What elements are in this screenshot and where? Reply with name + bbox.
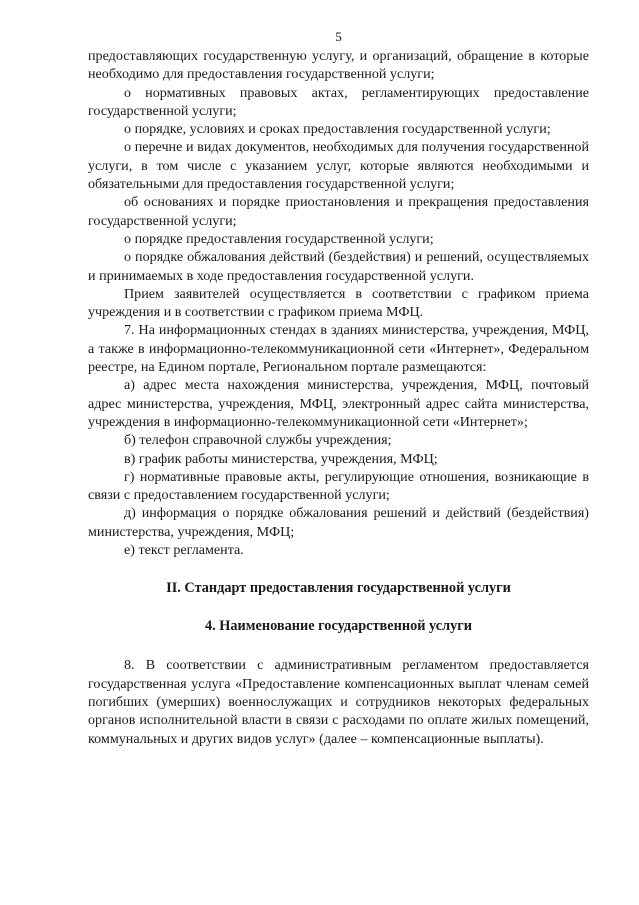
- paragraph: предоставляющих государственную услугу, и организаций, обращение в которые необходимо для предоставления государственной услуги;: [88, 48, 589, 83]
- body-bottom: [88, 656, 589, 747]
- page-number: 5: [335, 29, 342, 44]
- paragraph: о порядке предоставления государственной услуги;: [124, 230, 434, 247]
- paragraph: о порядке обжалования действий (бездействия) и решений, осуществляемых и принимаемых в ходе предоставления государственной услуги.: [88, 249, 589, 284]
- paragraph: г) нормативные правовые акты, регулирующие отношения, возникающие в связи с предоставлением государственной услуги;: [88, 468, 589, 504]
- paragraph: о нормативных правовых актах, регламентирующих предоставление государственной услуги;: [88, 84, 589, 119]
- paragraph: о порядке, условиях и сроках предоставления государственной услуги;: [124, 121, 551, 138]
- paragraph: Прием заявителей осуществляется в соответствии с графиком приема учреждения и в соответствии с графиком приема МФЦ.: [88, 285, 589, 321]
- paragraph: е) текст регламента.: [124, 542, 244, 559]
- paragraph: б) телефон справочной службы учреждения;: [124, 432, 392, 449]
- paragraph: а) адрес места нахождения министерства, учреждения, МФЦ, почтовый адрес министерства, учреждения, МФЦ, электронный адрес сайта министерства, учреждения в информационно-телекоммуникационной сети «Интернет»;: [88, 377, 589, 430]
- paragraph: 7. На информационных стендах в зданиях министерства, учреждения, МФЦ, а также в информационно-телекоммуникационной сети «Интернет», Федеральном реестре, на Едином портале, Региональном портале размещаются:: [88, 322, 589, 376]
- subsection-heading: 4. Наименование государственной услуги: [204, 618, 473, 635]
- paragraph: о перечне и видах документов, необходимых для получения государственной услуги, в том числе с указанием услуг, которые являются необходимыми и обязательными для предоставления государственной услуги;: [88, 139, 589, 193]
- paragraph: в) график работы министерства, учреждения, МФЦ;: [124, 450, 438, 467]
- section-heading: II. Стандарт предоставления государственной услуги: [166, 580, 511, 597]
- paragraph: 8. В соответствии с административным регламентом предоставляется государственная услуга «Предоставление компенсационных выплат членам семей погибших (умерших) военнослужащих и сотрудников некоторых федеральных органов исполнительной власти в связи с расходами по оплате жилых помещений, коммунальных и других видов услуг» (далее – компенсационные выплаты).: [88, 657, 589, 747]
- body-top: [88, 47, 589, 559]
- paragraph: д) информация о порядке обжалования решений и действий (бездействия) министерства, учреждения, МФЦ;: [88, 505, 589, 540]
- paragraph: об основаниях и порядке приостановления и прекращения предоставления государственной услуги;: [88, 194, 589, 229]
